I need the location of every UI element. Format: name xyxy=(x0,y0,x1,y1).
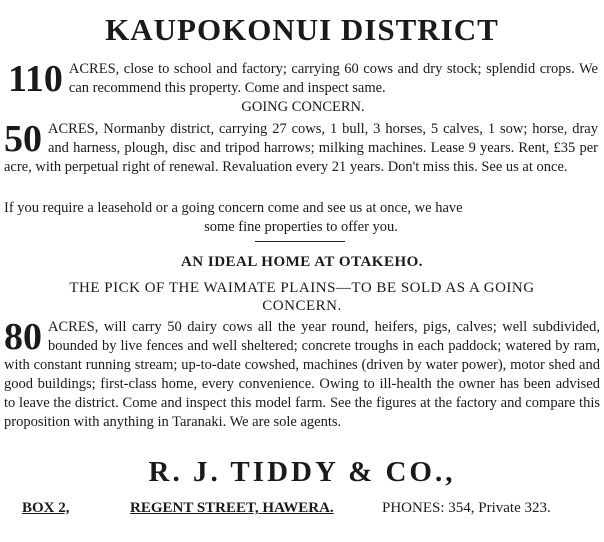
street-address: REGENT STREET, HAWERA. xyxy=(130,500,334,516)
section-heading: AN IDEAL HOME AT OTAKEHO. xyxy=(180,254,424,270)
listing-description: ACRES, will carry 50 dairy cows all the year round, heifers, pigs, calves; well subdivided, bounded by live fences and well sheltered; concrete troughs in each paddock; watered by ram, with constant running stream; up-to-date cowshed, machines (driven by water power), motor shed and good buildings; first-class home, every convenience. Owing to ill-health the owner has been advised to leave the district. Come and inspect this model farm. See the figures at the factory and compare this proposition with anything in Taranaki. We are sole agents. xyxy=(4,319,600,430)
listing-acreage: 50 xyxy=(4,118,42,160)
leasehold-line-1: If you require a leasehold or a going concern come and see us at once, we have xyxy=(4,200,463,216)
section-subheading-line-2: CONCERN. xyxy=(262,298,342,314)
phone-numbers: PHONES: 354, Private 323. xyxy=(382,500,551,516)
listing-description: ACRES, close to school and factory; carrying 60 cows and dry stock; splendid crops. We can recommend this property. Come and inspect same. xyxy=(68,61,598,96)
listing-status: GOING CONCERN. xyxy=(241,99,365,115)
post-box: BOX 2, xyxy=(22,500,70,516)
page-title: KAUPOKONUI DISTRICT xyxy=(105,12,499,47)
section-divider xyxy=(255,241,345,242)
listing-acreage: 80 xyxy=(4,316,42,358)
section-subheading-line-1: THE PICK OF THE WAIMATE PLAINS—TO BE SOLD AS A GOING xyxy=(69,280,535,296)
listing-80-acres xyxy=(4,318,600,432)
listing-acreage: 110 xyxy=(8,58,63,100)
leasehold-notice xyxy=(4,199,598,237)
leasehold-line-2: some fine properties to offer you. xyxy=(204,219,398,235)
listing-110-acres xyxy=(8,60,598,117)
listing-50-acres xyxy=(4,120,598,177)
agent-name: R. J. TIDDY & CO., xyxy=(148,456,456,488)
listing-description: ACRES, Normanby district, carrying 27 cows, 1 bull, 3 horses, 5 calves, 1 sow; horse, dray and harness, plough, disc and tripod harrows; milking machines. Lease 9 years. Rent, £35 per acre, with perpetual right of renewal. Revaluation every 21 years. Don't miss this. See us at once. xyxy=(4,121,598,175)
